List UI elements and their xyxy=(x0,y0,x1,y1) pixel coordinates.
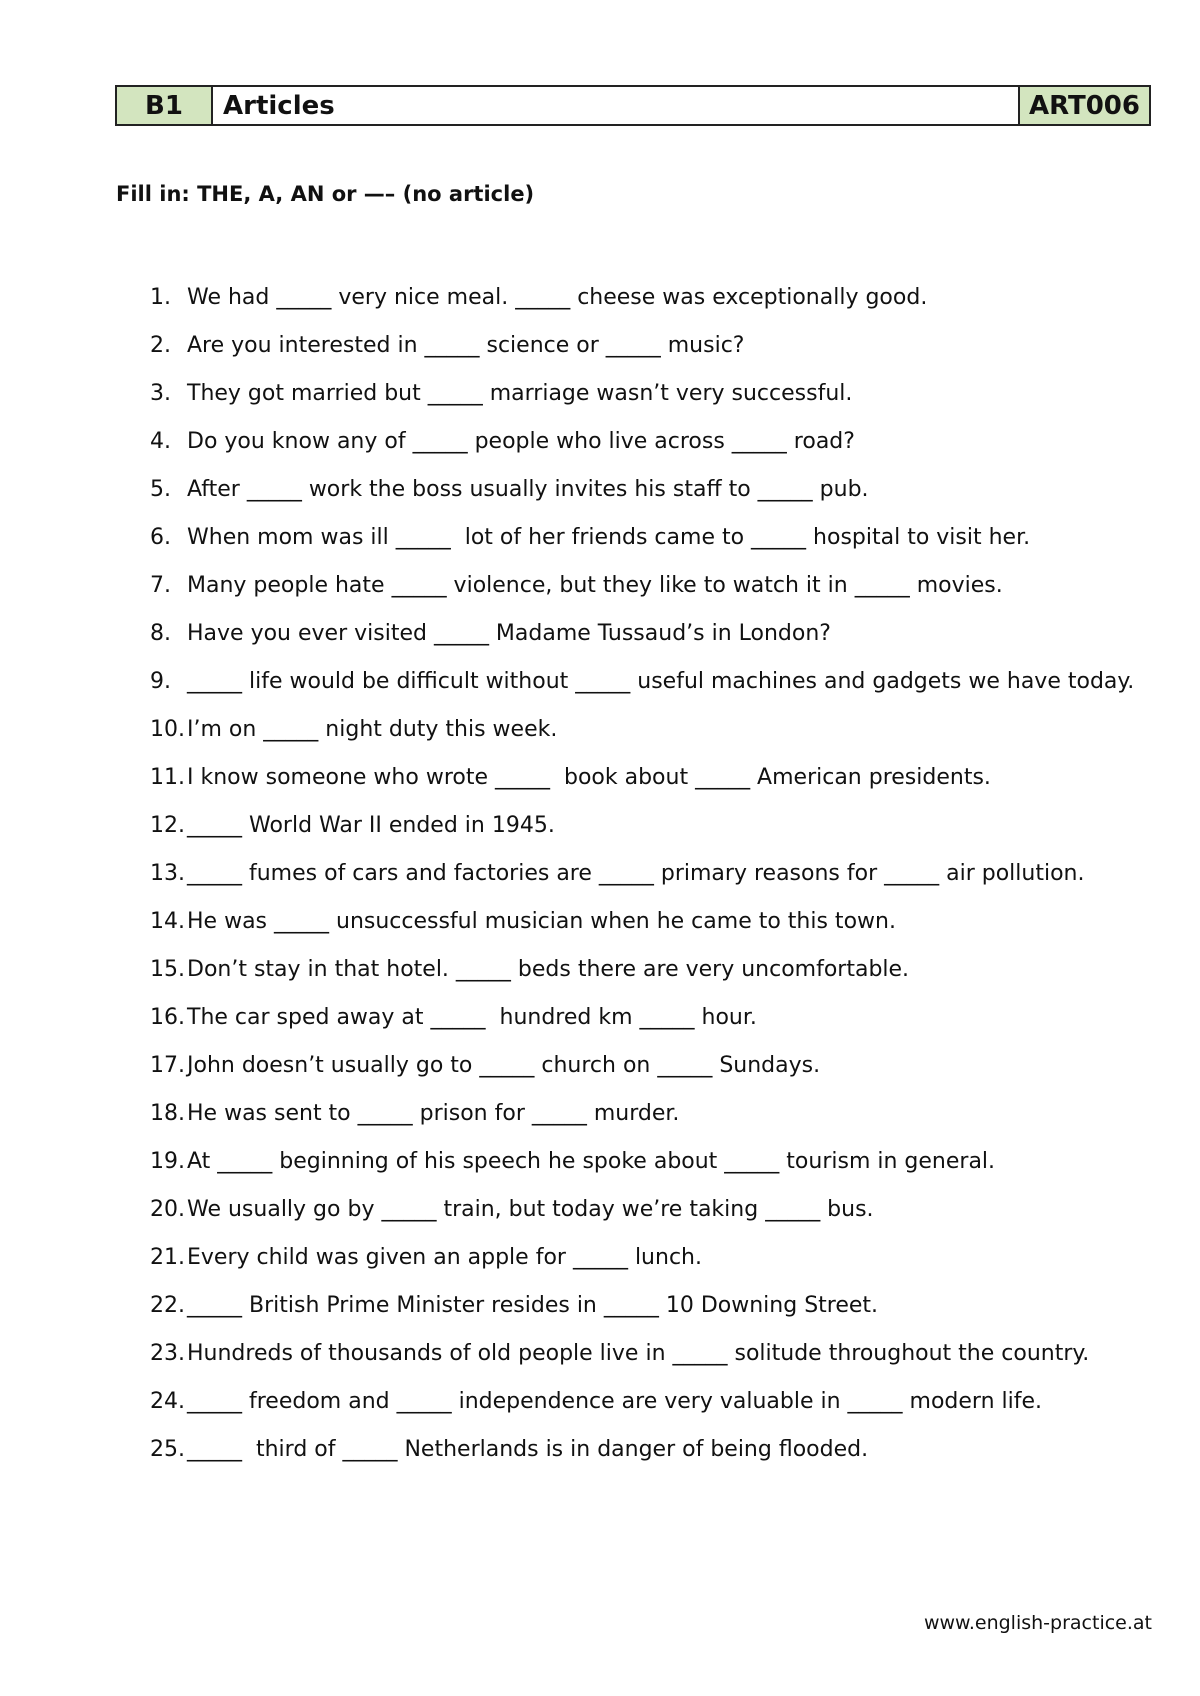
worksheet-header xyxy=(115,85,1151,126)
item-number: 23. xyxy=(150,1341,185,1366)
exercise-item xyxy=(150,1432,1140,1467)
item-text: Many people hate _____ violence, but they like to watch it in _____ movies. xyxy=(187,573,1003,598)
item-text: The car sped away at _____ hundred km _____ hour. xyxy=(187,1005,757,1030)
item-number: 4. xyxy=(150,429,171,454)
exercise-item xyxy=(150,616,1140,651)
exercise-item xyxy=(150,1384,1140,1419)
item-number: 24. xyxy=(150,1389,185,1414)
item-text: Have you ever visited _____ Madame Tussaud’s in London? xyxy=(187,621,831,646)
exercise-item xyxy=(150,664,1140,699)
item-text: _____ life would be difficult without _____ useful machines and gadgets we have today. xyxy=(187,669,1135,694)
item-text: We had _____ very nice meal. _____ cheese was exceptionally good. xyxy=(187,285,928,310)
item-number: 2. xyxy=(150,333,171,358)
item-text: John doesn’t usually go to _____ church on _____ Sundays. xyxy=(187,1053,821,1078)
level-badge: B1 xyxy=(117,87,213,124)
item-number: 20. xyxy=(150,1197,185,1222)
worksheet-title: Articles xyxy=(213,87,1020,124)
item-text: He was _____ unsuccessful musician when he came to this town. xyxy=(187,909,896,934)
exercise-item xyxy=(150,1144,1140,1179)
footer-url: www.english-practice.at xyxy=(923,1612,1152,1634)
item-text: He was sent to _____ prison for _____ murder. xyxy=(187,1101,680,1126)
item-number: 21. xyxy=(150,1245,185,1270)
item-text: _____ freedom and _____ independence are very valuable in _____ modern life. xyxy=(187,1389,1043,1414)
item-number: 12. xyxy=(150,813,185,838)
item-number: 8. xyxy=(150,621,171,646)
item-number: 14. xyxy=(150,909,185,934)
item-text: At _____ beginning of his speech he spoke about _____ tourism in general. xyxy=(187,1149,996,1174)
exercise-item xyxy=(150,1000,1140,1035)
item-number: 13. xyxy=(150,861,185,886)
exercise-item xyxy=(150,328,1140,363)
item-text: Don’t stay in that hotel. _____ beds there are very uncomfortable. xyxy=(187,957,910,982)
item-text: After _____ work the boss usually invites his staff to _____ pub. xyxy=(187,477,869,502)
exercise-item xyxy=(150,520,1140,555)
exercise-item xyxy=(150,280,1140,315)
item-text: Every child was given an apple for _____ lunch. xyxy=(187,1245,702,1270)
exercise-list xyxy=(150,280,1140,1480)
exercise-item xyxy=(150,568,1140,603)
exercise-item xyxy=(150,712,1140,747)
item-text: Do you know any of _____ people who live across _____ road? xyxy=(187,429,855,454)
item-text: _____ World War II ended in 1945. xyxy=(187,813,555,838)
item-number: 16. xyxy=(150,1005,185,1030)
exercise-item xyxy=(150,808,1140,843)
exercise-item xyxy=(150,904,1140,939)
item-number: 19. xyxy=(150,1149,185,1174)
item-number: 5. xyxy=(150,477,171,502)
item-text: Hundreds of thousands of old people live in _____ solitude throughout the country. xyxy=(187,1341,1090,1366)
exercise-item xyxy=(150,760,1140,795)
item-text: We usually go by _____ train, but today we’re taking _____ bus. xyxy=(187,1197,874,1222)
item-number: 10. xyxy=(150,717,185,742)
exercise-item xyxy=(150,424,1140,459)
exercise-item xyxy=(150,376,1140,411)
instruction-text: Fill in: THE, A, AN or —– (no article) xyxy=(116,182,535,206)
item-text: I know someone who wrote _____ book about _____ American presidents. xyxy=(187,765,991,790)
item-number: 18. xyxy=(150,1101,185,1126)
exercise-item xyxy=(150,1240,1140,1275)
worksheet-code: ART006 xyxy=(1020,87,1149,124)
item-number: 25. xyxy=(150,1437,185,1462)
item-number: 3. xyxy=(150,381,171,406)
item-text: Are you interested in _____ science or _____ music? xyxy=(187,333,745,358)
item-text: I’m on _____ night duty this week. xyxy=(187,717,558,742)
exercise-item xyxy=(150,1336,1140,1371)
exercise-item xyxy=(150,1096,1140,1131)
item-number: 6. xyxy=(150,525,171,550)
exercise-item xyxy=(150,952,1140,987)
exercise-item xyxy=(150,1288,1140,1323)
exercise-item xyxy=(150,1192,1140,1227)
item-text: When mom was ill _____ lot of her friends came to _____ hospital to visit her. xyxy=(187,525,1031,550)
item-number: 7. xyxy=(150,573,171,598)
exercise-item xyxy=(150,472,1140,507)
exercise-item xyxy=(150,1048,1140,1083)
item-number: 1. xyxy=(150,285,171,310)
exercise-item xyxy=(150,856,1140,891)
item-number: 9. xyxy=(150,669,171,694)
item-text: _____ fumes of cars and factories are _____ primary reasons for _____ air pollution. xyxy=(187,861,1085,886)
item-number: 22. xyxy=(150,1293,185,1318)
item-number: 11. xyxy=(150,765,185,790)
item-number: 17. xyxy=(150,1053,185,1078)
item-text: _____ British Prime Minister resides in _____ 10 Downing Street. xyxy=(187,1293,879,1318)
item-number: 15. xyxy=(150,957,185,982)
item-text: They got married but _____ marriage wasn’t very successful. xyxy=(187,381,853,406)
item-text: _____ third of _____ Netherlands is in danger of being flooded. xyxy=(187,1437,869,1462)
